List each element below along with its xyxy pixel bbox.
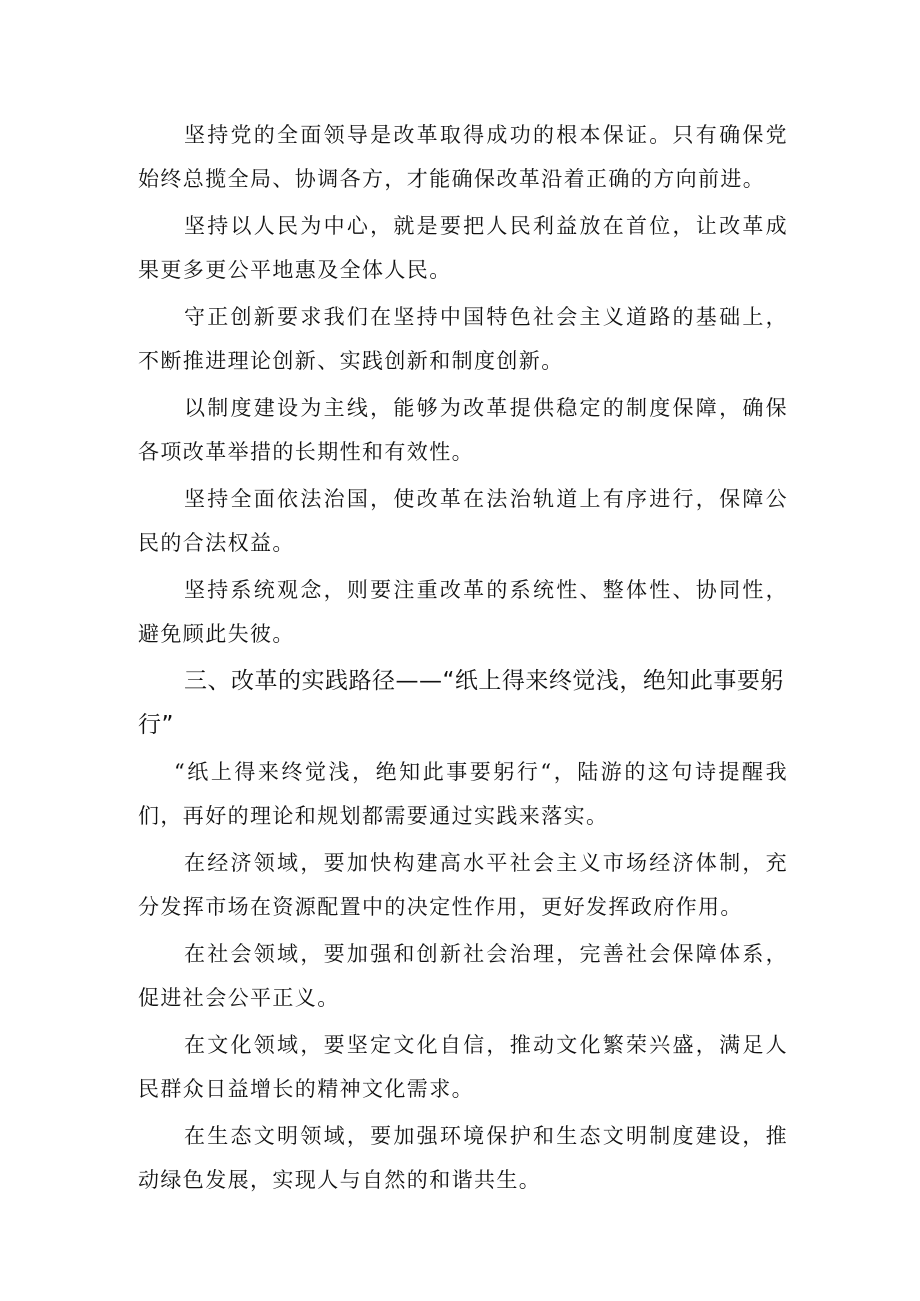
section-heading: 三、改革的实践路径——“纸上得来终觉浅，绝知此事要躬行” xyxy=(138,668,784,738)
paragraph-economy: 在经济领域，要加快构建高水平社会主义市场经济体制，充分发挥市场在资源配置中的决定性作用，更好发挥政府作用。 xyxy=(138,851,788,919)
paragraph-rule-of-law: 坚持全面依法治国，使改革在法治轨道上有序进行，保障公民的合法权益。 xyxy=(138,487,788,555)
paragraph-society: 在社会领域，要加强和创新社会治理，完善社会保障体系，促进社会公平正义。 xyxy=(138,942,788,1010)
paragraph-people-centered: 坚持以人民为中心，就是要把人民利益放在首位，让改革成果更多更公平地惠及全体人民。 xyxy=(138,214,788,282)
paragraph-party-leadership: 坚持党的全面领导是改革取得成功的根本保证。只有确保党始终总揽全局、协调各方，才能确保改革沿着正确的方向前进。 xyxy=(138,123,788,191)
paragraph-institution-building: 以制度建设为主线，能够为改革提供稳定的制度保障，确保各项改革举措的长期性和有效性。 xyxy=(138,396,788,464)
paragraph-poem-quote: “纸上得来终觉浅，绝知此事要躬行“，陆游的这句诗提醒我们，再好的理论和规划都需要通过实践来落实。 xyxy=(138,760,788,828)
paragraph-ecology: 在生态文明领域，要加强环境保护和生态文明制度建设，推动绿色发展，实现人与自然的和谐共生。 xyxy=(138,1124,788,1192)
paragraph-innovation: 守正创新要求我们在坚持中国特色社会主义道路的基础上，不断推进理论创新、实践创新和制度创新。 xyxy=(138,305,788,373)
document-body xyxy=(138,114,788,1206)
paragraph-systems-thinking: 坚持系统观念，则要注重改革的系统性、整体性、协同性，避免顾此失彼。 xyxy=(138,578,788,646)
paragraph-culture: 在文化领域，要坚定文化自信，推动文化繁荣兴盛，满足人民群众日益增长的精神文化需求。 xyxy=(138,1033,788,1101)
